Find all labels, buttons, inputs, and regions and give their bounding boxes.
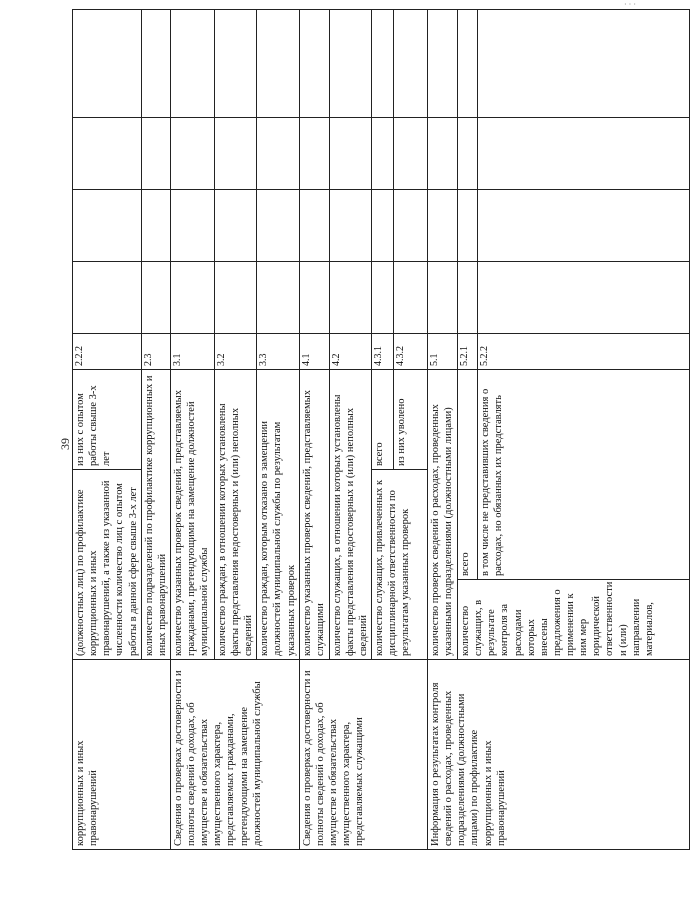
- value-cell: [478, 118, 690, 190]
- value-cell: [394, 10, 428, 118]
- table-row: [299, 10, 329, 850]
- row-number: 2.2.2: [73, 334, 142, 370]
- value-cell: [214, 118, 256, 190]
- value-cell: [257, 10, 299, 118]
- value-cell: [458, 190, 478, 262]
- row-number: 5.2.2: [478, 334, 690, 370]
- value-cell: [170, 262, 214, 334]
- value-cell: [214, 190, 256, 262]
- subindicator-cell: всего: [458, 370, 478, 580]
- corner-mark: · · ·: [624, 0, 636, 9]
- value-cell: [73, 190, 142, 262]
- indicator-cell: количество указанных проверок сведений, представляемых служащими: [299, 370, 329, 660]
- subindicator-cell: из них уволено: [394, 370, 428, 470]
- value-cell: [428, 262, 458, 334]
- value-cell: [428, 10, 458, 118]
- subindicator-cell: в том числе не представивших сведения о расходах, но обязанных их представлять: [478, 370, 690, 580]
- table-row: [170, 10, 214, 850]
- value-cell: [170, 190, 214, 262]
- value-cell: [372, 190, 394, 262]
- indicator-cell: количество граждан, в отношении которых установлены факты представления недостоверных и (или) неполных сведений: [214, 370, 256, 660]
- value-cell: [141, 262, 170, 334]
- value-cell: [428, 118, 458, 190]
- value-cell: [394, 262, 428, 334]
- value-cell: [372, 262, 394, 334]
- value-cell: [299, 262, 329, 334]
- value-cell: [141, 190, 170, 262]
- value-cell: [170, 118, 214, 190]
- indicator-cell: количество указанных проверок сведений, представляемых гражданами, претендующими на замещение должностей муниципальной службы: [170, 370, 214, 660]
- value-cell: [299, 10, 329, 118]
- value-cell: [478, 190, 690, 262]
- section-cell: Сведения о проверках достоверности и полноты сведений о доходах, об имуществе и обязательствах имущественного характера, представляемых служащими: [299, 660, 427, 850]
- indicator-cell: количество служащих, в результате контроля за расходами которых внесены предложения о применении к ним мер юридической ответственности и (или) направлении материалов,: [458, 580, 690, 660]
- value-cell: [329, 10, 371, 118]
- indicator-cell: количество подразделений по профилактике коррупционных и иных правонарушений: [141, 370, 170, 660]
- value-cell: [170, 10, 214, 118]
- row-number: 4.1: [299, 334, 329, 370]
- row-number: 4.3.1: [372, 334, 394, 370]
- value-cell: [394, 190, 428, 262]
- value-cell: [478, 10, 690, 118]
- value-cell: [458, 118, 478, 190]
- value-cell: [329, 190, 371, 262]
- value-cell: [141, 10, 170, 118]
- value-cell: [478, 262, 690, 334]
- section-cell: Информация о результатах контроля сведений о расходах, проведенных подразделениями (должностными лицами) по профилактике коррупционных и иных правонарушений: [428, 660, 690, 850]
- value-cell: [394, 118, 428, 190]
- value-cell: [372, 10, 394, 118]
- subindicator-cell: всего: [372, 370, 394, 470]
- subindicator-cell: из них с опытом работы свыше 3-х лет: [73, 370, 142, 470]
- row-number: 3.1: [170, 334, 214, 370]
- value-cell: [329, 262, 371, 334]
- value-cell: [329, 118, 371, 190]
- indicator-cell: количество проверок сведений о расходах, проведенных указанными подразделениями (должностными лицами): [428, 370, 458, 660]
- indicator-cell: (должностных лиц) по профилактике коррупционных и иных правонарушений, а также из указанной численности количество лиц с опытом работы в данной сфере свыше 3-х лет: [73, 470, 142, 660]
- section-cell: коррупционных и иных правонарушений: [73, 660, 171, 850]
- value-cell: [257, 262, 299, 334]
- value-cell: [458, 262, 478, 334]
- row-number: 3.2: [214, 334, 256, 370]
- value-cell: [214, 262, 256, 334]
- row-number: 5.1: [428, 334, 458, 370]
- row-number: 5.2.1: [458, 334, 478, 370]
- indicator-cell: количество служащих, в отношении которых установлены факты представления недостоверных и (или) неполных сведений: [329, 370, 371, 660]
- value-cell: [73, 10, 142, 118]
- rotated-table-container: [72, 10, 655, 850]
- row-number: 2.3: [141, 334, 170, 370]
- value-cell: [141, 118, 170, 190]
- value-cell: [73, 118, 142, 190]
- value-cell: [257, 118, 299, 190]
- row-number: 4.3.2: [394, 334, 428, 370]
- table-row: [428, 10, 458, 850]
- page-number: 39: [58, 438, 72, 450]
- value-cell: [458, 10, 478, 118]
- row-number: 4.2: [329, 334, 371, 370]
- row-number: 3.3: [257, 334, 299, 370]
- value-cell: [372, 118, 394, 190]
- value-cell: [299, 118, 329, 190]
- table-row: [73, 10, 142, 850]
- value-cell: [299, 190, 329, 262]
- value-cell: [428, 190, 458, 262]
- value-cell: [257, 190, 299, 262]
- value-cell: [214, 10, 256, 118]
- section-cell: Сведения о проверках достоверности и полноты сведений о доходах, об имуществе и обязательствах имущественного характера, представляемых гражданами, претендующими на замещение должностей муниципальной службы: [170, 660, 299, 850]
- anticorruption-report-table: [72, 9, 690, 850]
- indicator-cell: количество граждан, которым отказано в замещении должностей муниципальной службы по результатам указанных проверок: [257, 370, 299, 660]
- value-cell: [73, 262, 142, 334]
- indicator-cell: количество служащих, привлеченных к дисциплинарной ответственности по результатам указанных проверок: [372, 470, 428, 660]
